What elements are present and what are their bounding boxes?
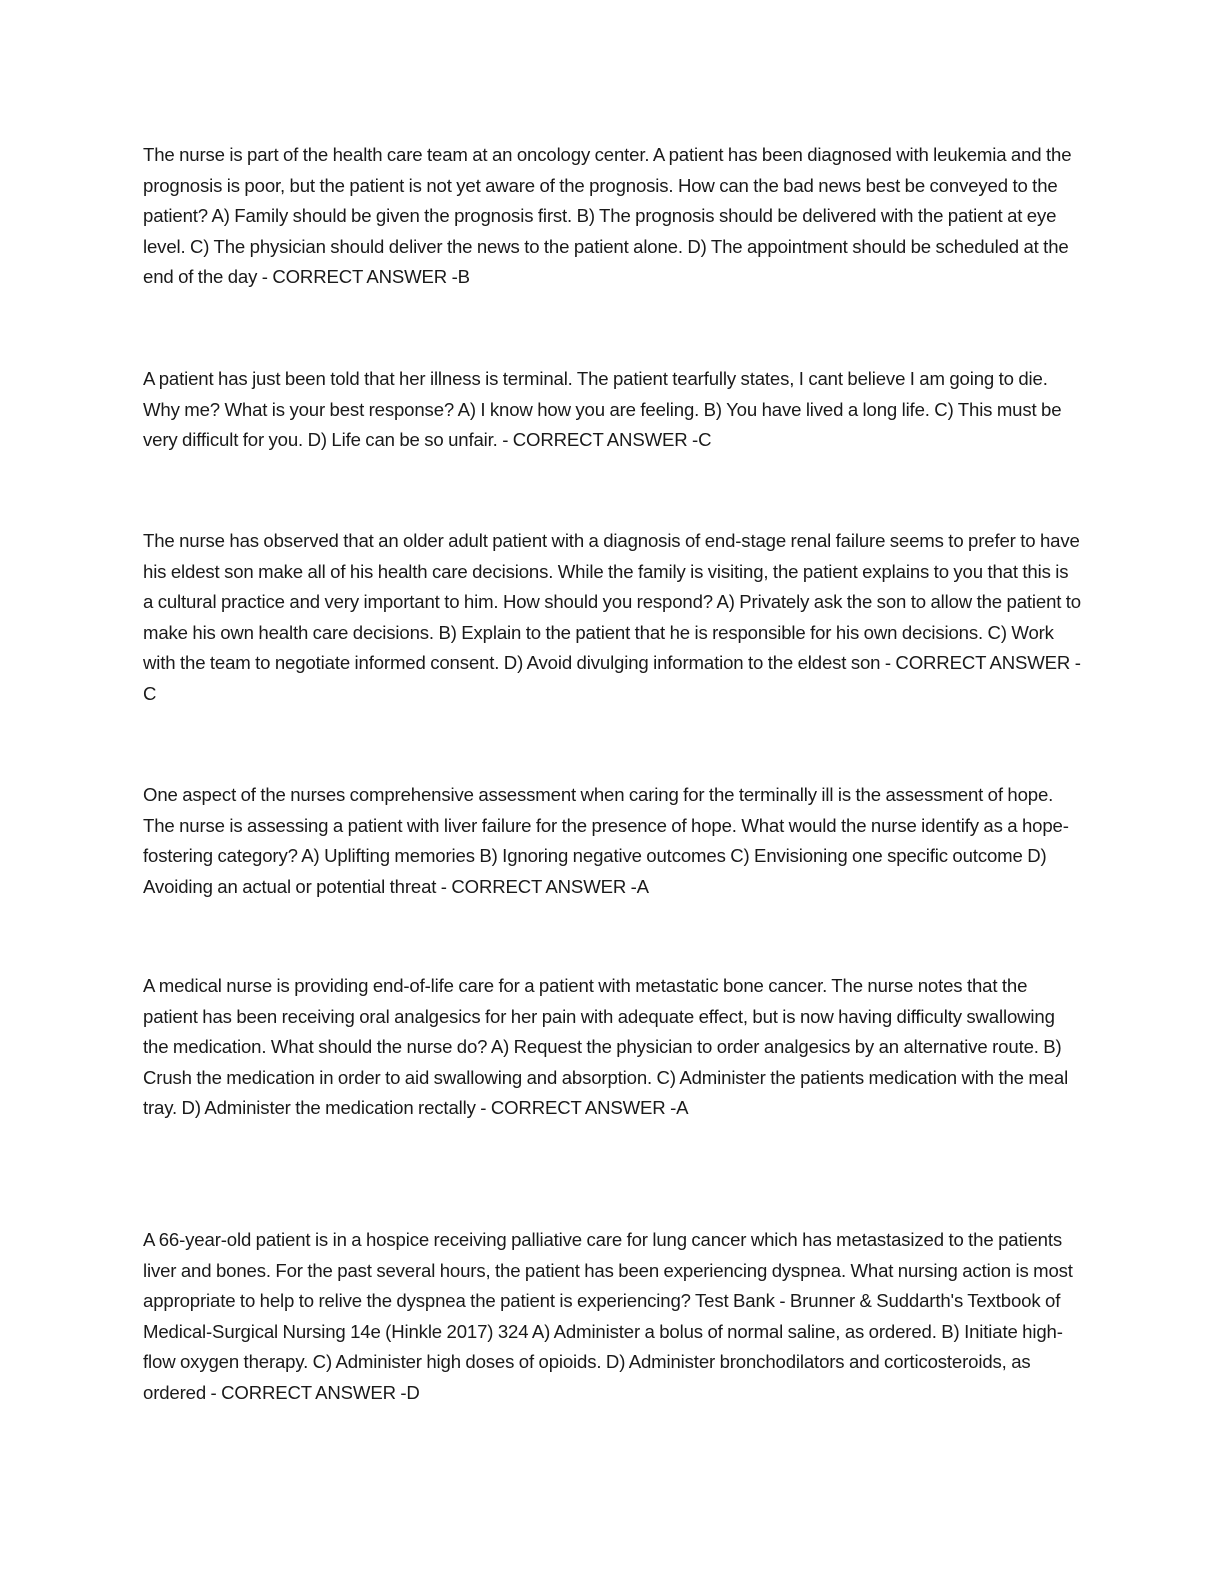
question-1: The nurse is part of the health care team at an oncology center. A patient has been diagnosed with leukemia and the prognosis is poor, but the patient is not yet aware of the prognosis. How can the bad news best be conveyed to the patient? A) Family should be given the prognosis first. B) The prognosis should be delivered with the patient at eye level. C) The physician should deliver the news to the patient alone. D) The appointment should be scheduled at the end of the day - CORRECT ANSWER -B	[143, 144, 1072, 287]
question-4: One aspect of the nurses comprehensive assessment when caring for the terminally ill is the assessment of hope. The nurse is assessing a patient with liver failure for the presence of hope. What would the nurse identify as a hope-fostering category? A) Uplifting memories B) Ignoring negative outcomes C) Envisioning one specific outcome D) Avoiding an actual or potential threat - CORRECT ANSWER -A	[143, 784, 1069, 897]
question-5: A medical nurse is providing end-of-life care for a patient with metastatic bone cancer. The nurse notes that the patient has been receiving oral analgesics for her pain with adequate effect, but is now having difficulty swallowing the medication. What should the nurse do? A) Request the physician to order analgesics by an alternative route. B) Crush the medication in order to aid swallowing and absorption. C) Administer the patients medication with the meal tray. D) Administer the medication rectally - CORRECT ANSWER -A	[143, 975, 1069, 1118]
question-6: A 66-year-old patient is in a hospice receiving palliative care for lung cancer which has metastasized to the patients liver and bones. For the past several hours, the patient has been experiencing dyspnea. What nursing action is most appropriate to help to relive the dyspnea the patient is experiencing? Test Bank - Brunner & Suddarth's Textbook of Medical-Surgical Nursing 14e (Hinkle 2017) 324 A) Administer a bolus of normal saline, as ordered. B) Initiate high-flow oxygen therapy. C) Administer high doses of opioids. D) Administer bronchodilators and corticosteroids, as ordered - CORRECT ANSWER -D	[143, 1229, 1073, 1403]
question-3: The nurse has observed that an older adult patient with a diagnosis of end-stage renal failure seems to prefer to have his eldest son make all of his health care decisions. While the family is visiting, the patient explains to you that this is a cultural practice and very important to him. How should you respond? A) Privately ask the son to allow the patient to make his own health care decisions. B) Explain to the patient that he is responsible for his own decisions. C) Work with the team to negotiate informed consent. D) Avoid divulging information to the eldest son - CORRECT ANSWER -C	[143, 530, 1081, 704]
question-2: A patient has just been told that her illness is terminal. The patient tearfully states, I cant believe I am going to die. Why me? What is your best response? A) I know how you are feeling. B) You have lived a long life. C) This must be very difficult for you. D) Life can be so unfair. - CORRECT ANSWER -C	[143, 368, 1062, 450]
